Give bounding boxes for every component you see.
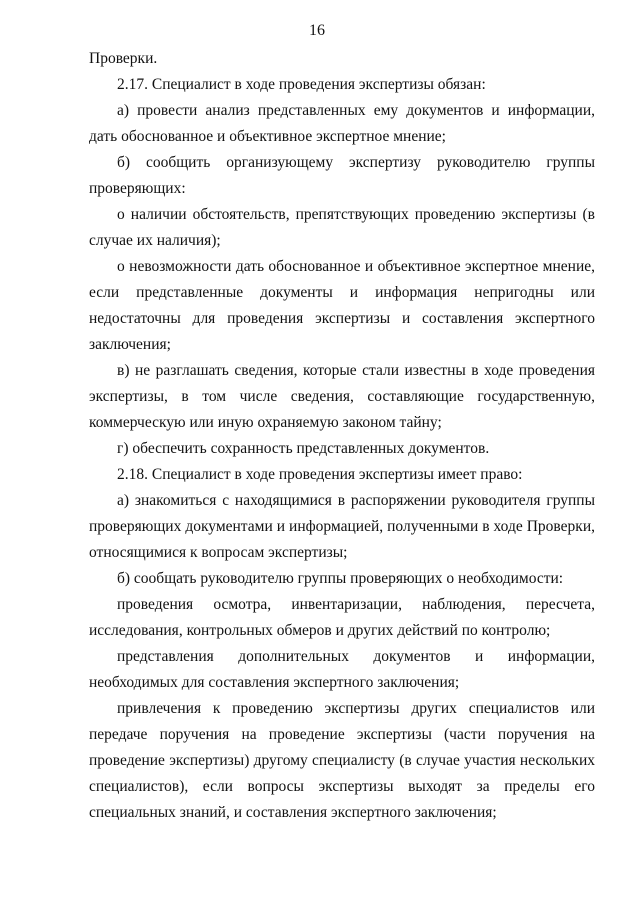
paragraph-circumstances: о наличии обстоятельств, препятствующих проведению экспертизы (в случае их наличия); (89, 206, 595, 249)
paragraph-impossibility: о невозможности дать обоснованное и объективное экспертное мнение, если представленные документы и информация непригодны или недостаточны для проведения экспертизы и составления экспертного заключения; (89, 258, 595, 353)
paragraph-item-g: г) обеспечить сохранность представленных документов. (117, 440, 490, 457)
paragraph-additional-docs: представления дополнительных документов и информации, необходимых для составления экспертного заключения; (89, 648, 595, 691)
paragraph-section-2-18: 2.18. Специалист в ходе проведения экспертизы имеет право: (117, 466, 523, 483)
page-number: 16 (309, 22, 325, 39)
paragraph-item-a: а) провести анализ представленных ему документов и информации, дать обоснованное и объективное экспертное мнение; (89, 102, 595, 145)
paragraph-inspection: проведения осмотра, инвентаризации, наблюдения, пересчета, исследования, контрольных обмеров и других действий по контролю; (89, 596, 595, 639)
paragraph-section-2-17: 2.17. Специалист в ходе проведения экспертизы обязан: (117, 76, 486, 93)
paragraph-other-specialists: привлечения к проведению экспертизы других специалистов или передаче поручения на проведение экспертизы (части поручения на проведение экспертизы) другому специалисту (в случае участия нескольких специалистов), если вопросы экспертизы выходят за пределы его специальных знаний, и составления экспертного заключения; (89, 700, 595, 821)
paragraph-right-b: б) сообщать руководителю группы проверяющих о необходимости: (117, 570, 564, 587)
paragraph-right-a: а) знакомиться с находящимися в распоряжении руководителя группы проверяющих документами и информацией, полученными в ходе Проверки, относящимися к вопросам экспертизы; (89, 492, 595, 561)
paragraph-item-v: в) не разглашать сведения, которые стали известны в ходе проведения экспертизы, в том числе сведения, составляющие государственную, коммерческую или иную охраняемую законом тайну; (89, 362, 595, 431)
paragraph-item-b: б) сообщить организующему экспертизу руководителю группы проверяющих: (89, 154, 595, 197)
document-body (89, 46, 595, 826)
paragraph-continuation: Проверки. (89, 50, 158, 67)
